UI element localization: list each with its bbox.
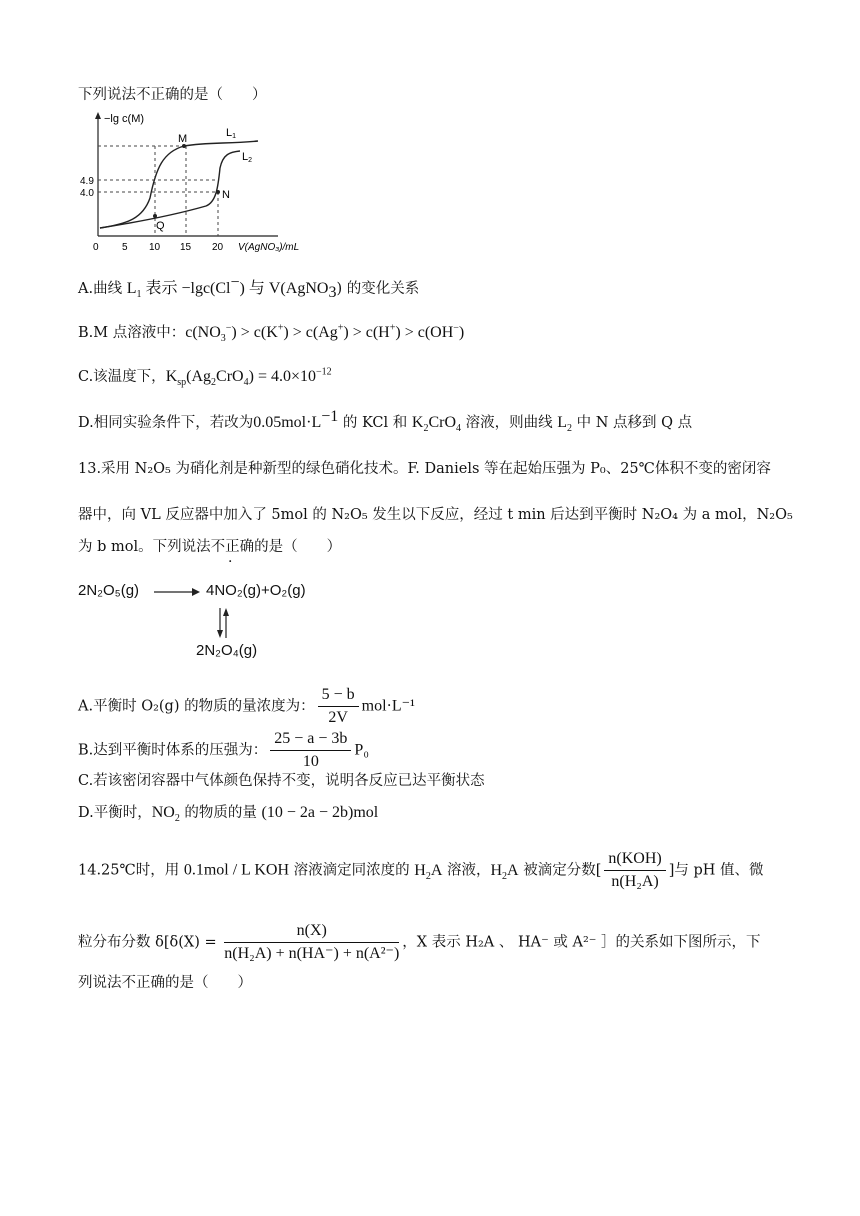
x-tick-20: 20 [212, 242, 224, 253]
q12-option-c: C.该温度下，$K_{sp}(Ag_2CrO_4) = 4.0\times 10^{-12}$ [78, 366, 332, 389]
q12-prompt: 下列说法不正确的是（ ） [78, 87, 267, 103]
q13-stem-line3: 为 b mol。下列说法不正确的是（ ） [78, 539, 342, 555]
x-tick-10: 10 [149, 242, 161, 253]
q13-option-b: B.达到平衡时体系的压强为： $\frac{25 - a - 3b}{10}$ P₀ [78, 730, 369, 770]
q13-option-a: A.平衡时 O₂(g) 的物质的量浓度为： $\frac{5 - b}{2V}$ mol·L⁻¹ [78, 686, 415, 726]
curve-l1-label: L1 [226, 127, 237, 140]
point-n-label: N [222, 189, 230, 201]
y-tick-4-0: 4.0 [80, 188, 94, 199]
point-m-label: M [178, 133, 188, 145]
q13-stem-line1: 13.采用 N₂O₅ 为硝化剂是种新型的绿色硝化技术。F. Daniels 等在起始压强为 P₀、25℃体积不变的密闭容 [78, 461, 771, 477]
x-tick-15: 15 [180, 242, 192, 253]
q14-stem-line1: 14.25℃时，用 0.1mol / L KOH 溶液滴定同浓度的 $H_2A$ 溶液，$H_2A$ 被滴定分数[ $\frac{\text{n(KOH)}}{\text{n(H₂A)}}$ ]与 pH 值、微 [78, 850, 764, 890]
x-axis-label: V(AgNO₃)/mL [238, 242, 300, 253]
q14-stem-line2: 粒分布分数 δ[δ(X) = $\frac{n(X)}{\text{n(H₂A) + n(HA⁻) + n(A²⁻)}}$ ，X 表示 H₂A 、 HA⁻ 或 A²⁻ ］的关系如下图所示，下 [78, 922, 761, 962]
q13-stem-line2: 器中，向 VL 反应器中加入了 5mol 的 N₂O₅ 发生以下反应，经过 t min 后达到平衡时 N₂O₄ 为 a mol，N₂O₅ [78, 507, 793, 523]
q13-option-c: C.若该密闭容器中气体颜色保持不变，说明各反应已达平衡状态 [78, 773, 485, 789]
point-q-label: Q [156, 220, 165, 232]
y-axis-label: −lg c(M) [104, 113, 145, 125]
x-tick-5: 5 [122, 242, 128, 253]
curve-l2-label: L2 [242, 151, 253, 164]
q12-titration-chart [78, 108, 328, 258]
q13-reaction-scheme: 2N₂O₅(g) 4NO₂(g)+O₂(g) 2N₂O₄(g) [78, 582, 306, 659]
q13-option-d: D.平衡时，$NO_2$ 的物质的量 (10 − 2a − 2b)mol [78, 804, 379, 825]
q12-option-a: A.曲线 $L_1$ 表示 −lgc(Cl−) 与 V(AgNO$_3$) 的变化关系 [78, 274, 420, 301]
q12-option-d: D.相同实验条件下，若改为$0.05mol\cdot L^{-1}$ 的 KCl 和 $K_2CrO_4$ 溶液，则曲线 $L_2$ 中 N 点移到 Q 点 [78, 408, 693, 435]
y-tick-4-9: 4.9 [80, 176, 94, 187]
q12-option-b: B.M 点溶液中：$c(NO_3^-) > c(K^+) > c(Ag^+) > c(H^+) > c(OH^-)$ [78, 322, 465, 345]
x-tick-0: 0 [93, 242, 99, 253]
q14-stem-line3: 列说法不正确的是（ ） [78, 975, 252, 991]
